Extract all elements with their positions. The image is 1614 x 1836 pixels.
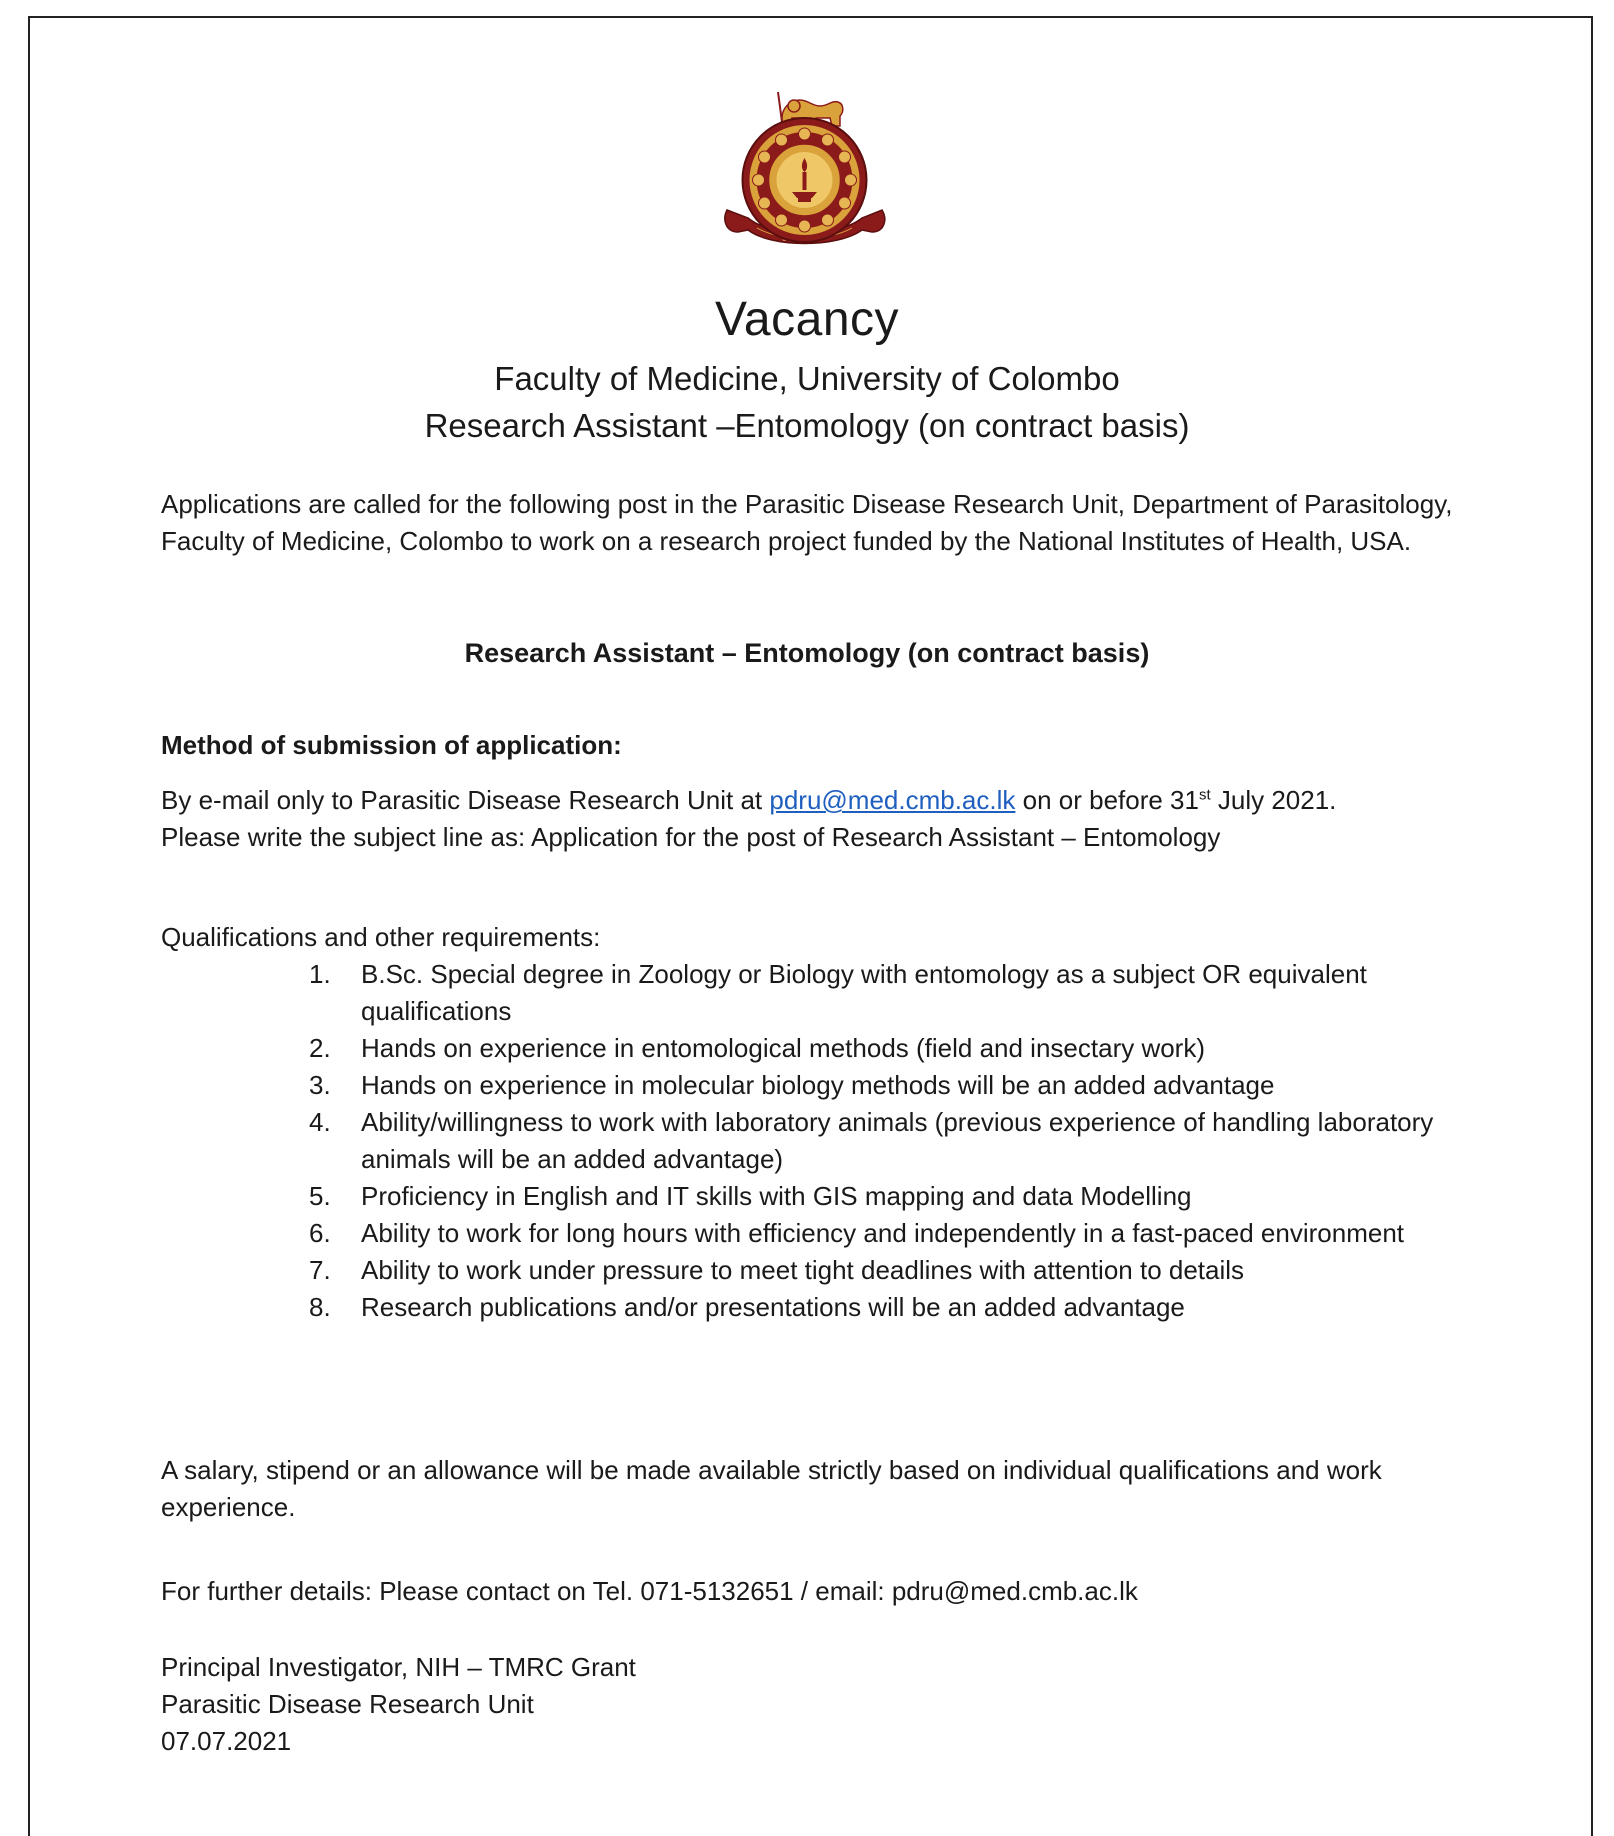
method-line-2: Please write the subject line as: Application for the post of Research Assistant – Entomology <box>161 822 1221 852</box>
signature-date: 07.07.2021 <box>161 1726 292 1756</box>
salary-paragraph: A salary, stipend or an allowance will be made available strictly based on individual qualifications and work experience. <box>161 1455 1382 1522</box>
list-item <box>161 1030 1461 1067</box>
method-text-before: By e-mail only to Parasitic Disease Research Unit at <box>161 785 770 815</box>
list-number: 8. <box>309 1292 331 1322</box>
post-subtitle: Research Assistant –Entomology (on contract basis) <box>424 407 1190 444</box>
list-item <box>161 1215 1461 1252</box>
intro-paragraph: Applications are called for the following post in the Parasitic Disease Research Unit, Department of Parasitology, Faculty of Medicine, Colombo to work on a research project funded by the National Institutes of Health, USA. <box>161 489 1453 556</box>
email-link[interactable]: pdru@med.cmb.ac.lk <box>769 785 1016 815</box>
list-item <box>161 1067 1461 1104</box>
list-text: Ability to work for long hours with efficiency and independently in a fast-paced environment <box>361 1218 1404 1248</box>
list-text: Proficiency in English and IT skills with GIS mapping and data Modelling <box>361 1181 1192 1211</box>
list-text: Research publications and/or presentations will be an added advantage <box>361 1292 1185 1322</box>
qualifications-heading: Qualifications and other requirements: <box>161 922 601 952</box>
qualifications-list <box>161 956 1461 1326</box>
signature-title: Principal Investigator, NIH – TMRC Grant <box>161 1652 636 1682</box>
list-number: 3. <box>309 1070 331 1100</box>
method-text-after: July 2021. <box>1210 785 1337 815</box>
list-text: Hands on experience in entomological methods (field and insectary work) <box>361 1033 1205 1063</box>
post-heading: Research Assistant – Entomology (on contract basis) <box>464 638 1150 668</box>
list-item <box>161 1104 1461 1178</box>
university-crest-icon <box>712 70 897 270</box>
page-title: Vacancy <box>714 293 900 346</box>
list-text: B.Sc. Special degree in Zoology or Biology with entomology as a subject OR equivalent qualifications <box>361 959 1367 1026</box>
list-item <box>161 956 1461 1030</box>
signature-unit: Parasitic Disease Research Unit <box>161 1689 534 1719</box>
list-text: Ability/willingness to work with laboratory animals (previous experience of handling laboratory animals will be an added advantage) <box>361 1107 1434 1174</box>
list-item <box>161 1178 1461 1215</box>
list-text: Hands on experience in molecular biology methods will be an added advantage <box>361 1070 1275 1100</box>
list-item <box>161 1289 1461 1326</box>
method-line-1 <box>161 782 1461 819</box>
list-number: 6. <box>309 1218 331 1248</box>
list-item <box>161 1252 1461 1289</box>
method-text-middle: on or before 31 <box>1015 785 1199 815</box>
date-suffix: st <box>1198 786 1211 804</box>
list-number: 2. <box>309 1033 331 1063</box>
faculty-heading: Faculty of Medicine, University of Colombo <box>494 360 1120 397</box>
list-number: 7. <box>309 1255 331 1285</box>
list-number: 1. <box>309 959 331 989</box>
list-text: Ability to work under pressure to meet tight deadlines with attention to details <box>361 1255 1245 1285</box>
list-number: 4. <box>309 1107 331 1137</box>
method-heading: Method of submission of application: <box>161 730 622 760</box>
signature-block <box>161 1649 1461 1760</box>
contact-line: For further details: Please contact on Tel. 071-5132651 / email: pdru@med.cmb.ac.lk <box>161 1576 1138 1606</box>
list-number: 5. <box>309 1181 331 1211</box>
